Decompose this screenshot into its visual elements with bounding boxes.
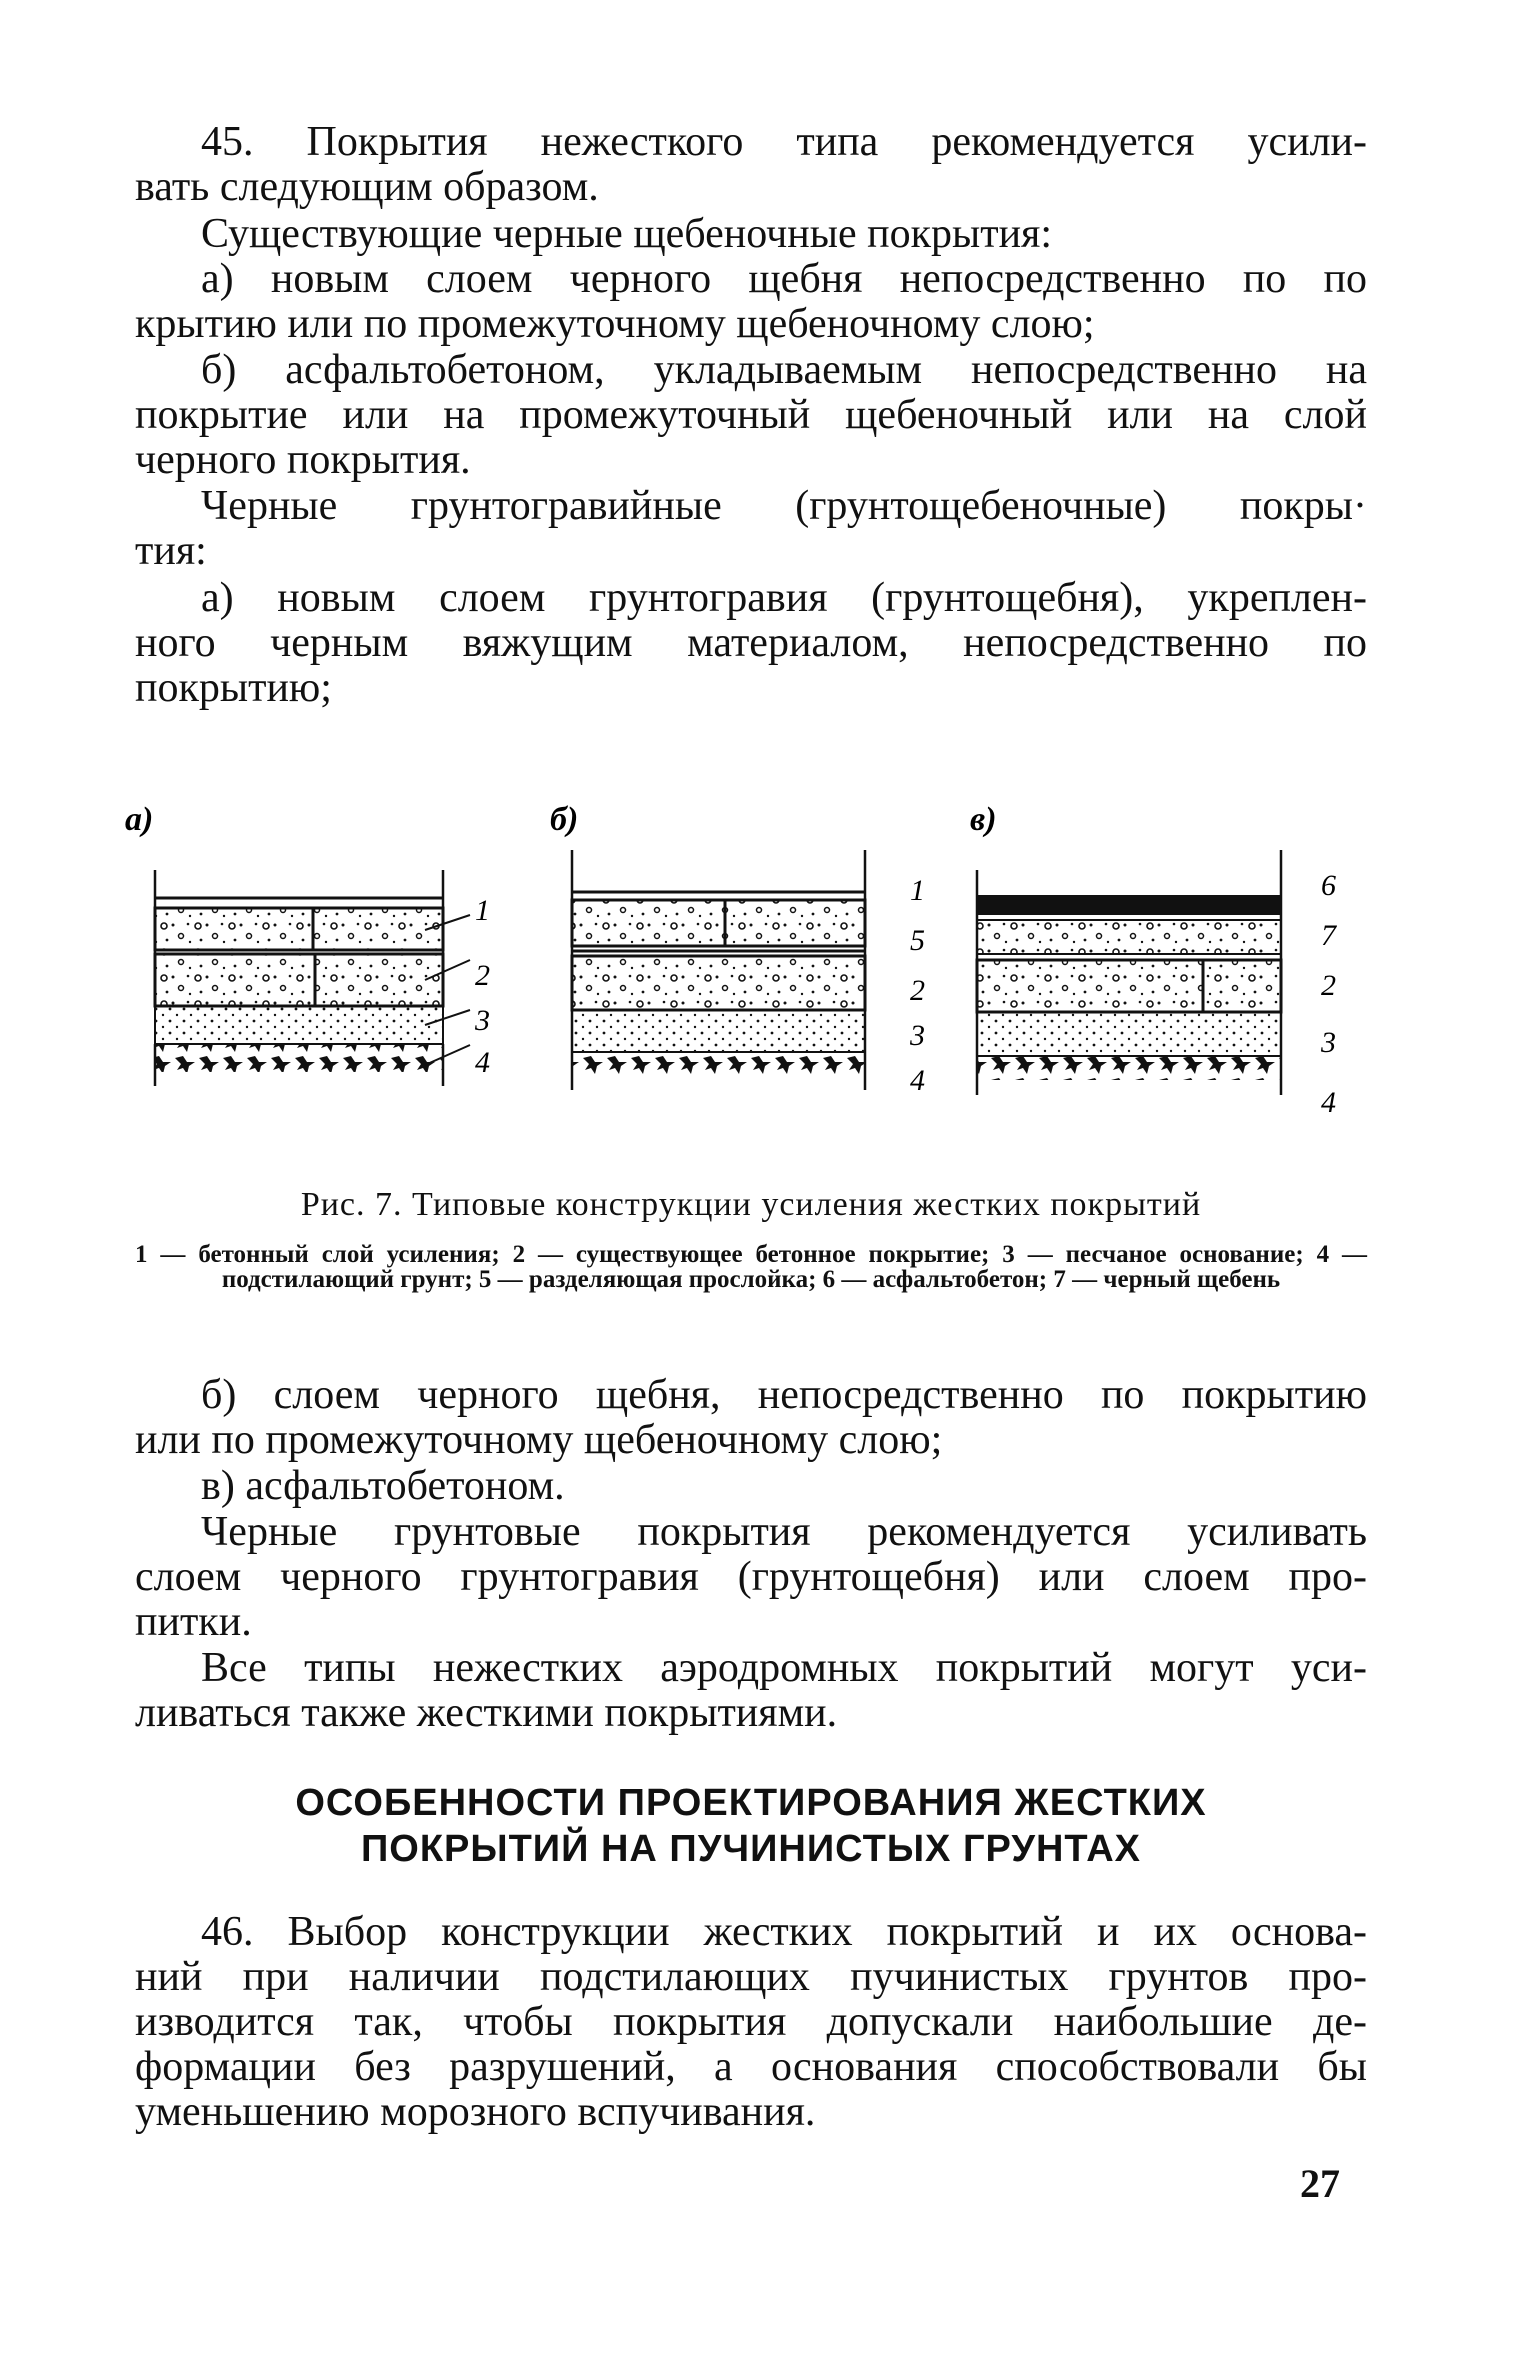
panel-label-b: б) [550,801,579,838]
panel-a-subgrade [155,1044,443,1072]
panel-c-black-gravel [977,920,1281,954]
soil-gravel-heading-line2: тия: [135,528,207,574]
item-b1-line1: б) асфальтобетоном, укладываемым непосредственно на [201,347,1367,393]
panel-c-num-7: 7 [1321,919,1336,952]
panel-b-num-4: 4 [910,1064,925,1097]
item-a2-line3: покрытию; [135,665,332,711]
all-types-para-line2: ливаться также жесткими покрытиями. [135,1690,838,1736]
pavement-cross-section-figure [125,790,1385,1170]
para46-line3: изводится так, чтобы покрытия допускали наибольшие де- [135,1999,1367,2045]
soil-gravel-heading-line1: Черные грунтогравийные (грунтощебеночные) покры· [201,483,1367,529]
soil-para-line2: слоем черного грунтогравия (грунтощебня) или слоем про- [135,1554,1367,1600]
panel-a-reinforcement-layer [155,908,443,950]
figure-caption-legend: 1 — бетонный слой усиления; 2 — существующее бетонное покрытие; 3 — песчаное основание; 4 — подстилающий грунт; 5 — разделяющая прослойка; 6 — асфальтобетон; 7 — черный щебень [135,1241,1367,1293]
panel-c-section [977,850,1338,1119]
panel-c-sand-base [977,1012,1281,1056]
para45-line1: 45. Покрытия нежесткого типа рекомендуется усили- [201,119,1367,165]
item-a2-line2: ного черным вяжущим материалом, непосредственно по [135,620,1367,666]
panel-b-num-5: 5 [910,924,925,957]
item-b1-line3: черного покрытия. [135,437,471,483]
panel-c-num-3: 3 [1321,1026,1336,1059]
soil-para-line1: Черные грунтовые покрытия рекомендуется усиливать [201,1509,1367,1555]
item-a1-line2: крытию или по промежуточному щебеночному слою; [135,301,1095,347]
black-gravel-heading: Существующие черные щебеночные покрытия: [201,211,1053,257]
para46-line4: формации без разрушений, а основания способствовали бы [135,2044,1367,2090]
panel-b-num-2: 2 [910,974,925,1007]
panel-a-num-2: 2 [475,959,490,992]
para46-line2: ний при наличии подстилающих пучинистых грунтов про- [135,1954,1367,2000]
item-b2-line2: или по промежуточному щебеночному слою; [135,1417,943,1463]
panel-c-asphalt-layer [977,895,1281,915]
panel-c-existing-concrete [977,960,1281,1012]
panel-b-num-1: 1 [910,874,925,907]
item-v2: в) асфальтобетоном. [201,1463,565,1509]
panel-a-num-4: 4 [475,1046,490,1079]
item-b2-line1: б) слоем черного щебня, непосредственно по покрытию [201,1372,1367,1418]
figure-caption-title: Рис. 7. Типовые конструкции усиления жестких покрытий [300,1186,1202,1223]
panel-a-num-1: 1 [475,894,490,927]
para45-line2: вать следующим образом. [135,164,599,210]
panel-b-existing-concrete [572,956,865,1010]
para46-line5: уменьшению морозного вспучивания. [135,2089,816,2135]
panel-label-a: а) [125,801,154,838]
panel-a-sand-base [155,1006,443,1044]
page-number: 27 [1300,2161,1340,2206]
panel-c-num-4: 4 [1321,1086,1336,1119]
soil-para-line3: питки. [135,1599,252,1645]
panel-b-num-3: 3 [910,1019,925,1052]
section-heading-line2: ПОКРЫТИЙ НА ПУЧИНИСТЫХ ГРУНТАХ [360,1828,1142,1870]
panel-b-section [572,850,925,1097]
panel-a-existing-concrete [155,954,443,1006]
item-b1-line2: покрытие или на промежуточный щебеночный или на слой [135,392,1367,438]
panel-c-num-6: 6 [1321,869,1336,902]
panel-a-section [155,870,490,1086]
panel-label-c: в) [970,801,997,838]
panel-b-reinforcement-layer [572,900,865,946]
para46-line1: 46. Выбор конструкции жестких покрытий и их основа- [201,1909,1367,1955]
panel-b-sand-base [572,1010,865,1052]
panel-b-subgrade [572,1052,865,1076]
item-a1-line1: а) новым слоем черного щебня непосредственно по по [201,256,1367,302]
section-heading-line1: ОСОБЕННОСТИ ПРОЕКТИРОВАНИЯ ЖЕСТКИХ [295,1782,1207,1824]
panel-c-num-2: 2 [1321,969,1336,1002]
item-a2-line1: а) новым слоем грунтогравия (грунтощебня), укреплен- [201,575,1367,621]
all-types-para-line1: Все типы нежестких аэродромных покрытий могут уси- [201,1645,1367,1691]
panel-c-subgrade [977,1056,1281,1080]
panel-a-num-3: 3 [475,1004,490,1037]
